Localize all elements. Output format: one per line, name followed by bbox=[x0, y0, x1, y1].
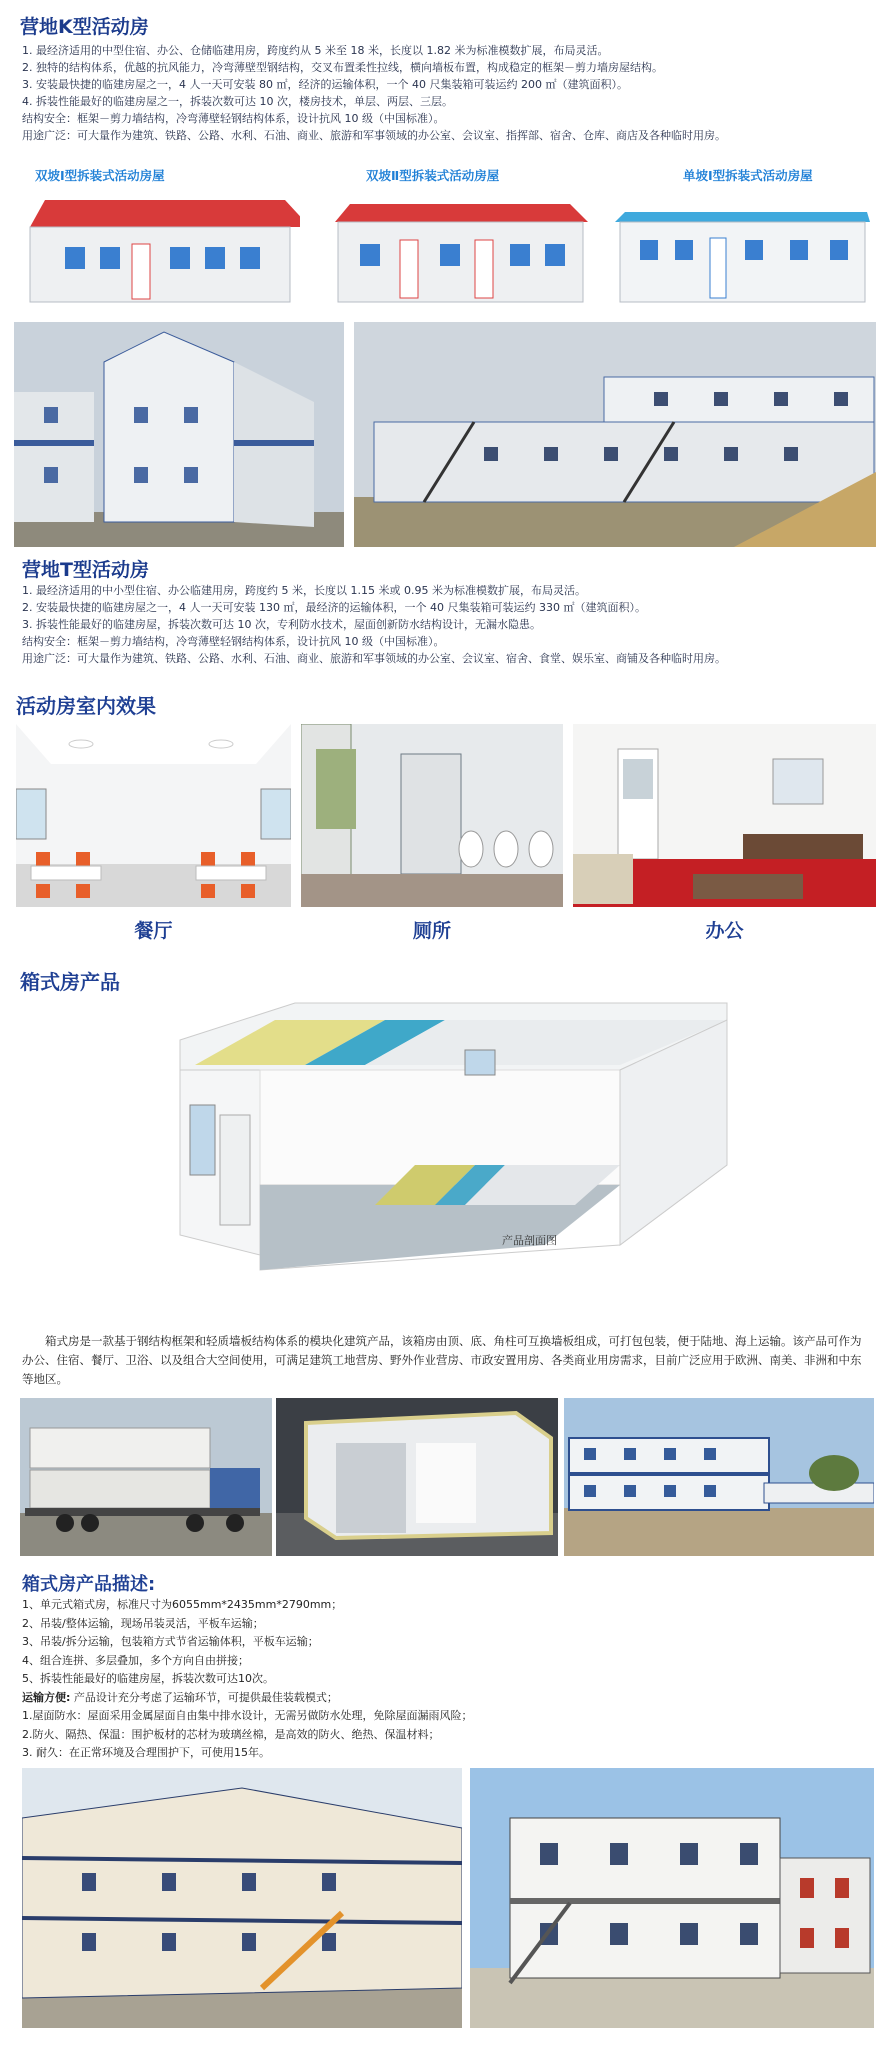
desc-item-3: 3、吊装/拆分运输，包装箱方式节省运输体积，平板车运输； bbox=[22, 1635, 319, 1648]
t-line-1: 1. 最经济适用的中小型住宿、办公临建用房，跨度约 5 米，长度以 1.15 米或 0.95 米为标准模数扩展，布局灵活。 bbox=[22, 584, 586, 597]
stacked-camp-photo-left bbox=[22, 1768, 462, 2028]
diagram-caption: 产品剖面图 bbox=[502, 1234, 557, 1247]
k-caption-1: 双坡Ⅰ型拆装式活动房屋 bbox=[35, 168, 165, 183]
box-section-title: 箱式房产品 bbox=[20, 970, 120, 994]
k-double-slope-2-image bbox=[330, 192, 590, 307]
k-caption-3: 单坡Ⅰ型拆装式活动房屋 bbox=[683, 168, 813, 183]
container-truck-photo bbox=[20, 1398, 272, 1556]
t-section-text bbox=[22, 582, 872, 667]
transport-text: 产品设计充分考虑了运输环节，可提供最佳装载模式； bbox=[73, 1690, 338, 1704]
container-cutaway-diagram bbox=[175, 995, 735, 1305]
k-line-1: 1. 最经济适用的中型住宿、办公、仓储临建用房，跨度约从 5 米至 18 米，长度以 1.82 米为标准模数扩展，布局灵活。 bbox=[22, 44, 609, 57]
caption-dining: 餐厅 bbox=[134, 920, 173, 942]
desc-extra-1: 1.屋面防水：屋面采用金属屋面自由集中排水设计，无需另做防水处理，免除屋面漏雨风险； bbox=[22, 1709, 473, 1722]
restroom-photo bbox=[301, 724, 563, 907]
k-line-4: 4. 拆装性能最好的临建房屋之一，拆装次数可达 10 次，楼房技术，单层、两层、三层。 bbox=[22, 95, 453, 108]
k-line-3: 3. 安装最快捷的临建房屋之一，4 人一天可安装 80 ㎡，经济的运输体积，一个 40 尺集装箱可装运约 200 ㎡（建筑面积）。 bbox=[22, 78, 628, 91]
desc-extra-2: 2.防火、隔热、保温：围护板材的芯材为玻璃丝棉，是高效的防火、绝热、保温材料； bbox=[22, 1727, 440, 1741]
stacked-containers-photo bbox=[564, 1398, 874, 1556]
k-line-5: 结构安全：框架－剪力墙结构，冷弯薄壁轻钢结构体系，设计抗风 10 级（中国标准）。 bbox=[22, 112, 445, 125]
k-section-text bbox=[22, 42, 872, 144]
office-photo bbox=[573, 724, 876, 907]
caption-restroom: 厕所 bbox=[412, 920, 451, 942]
k-double-slope-1-image bbox=[20, 192, 300, 307]
desc-list bbox=[22, 1596, 872, 1763]
desc-extra-3: 3. 耐久：在正常环境及合理围护下，可使用15年。 bbox=[22, 1746, 270, 1759]
desc-item-1: 1、单元式箱式房，标准尺寸为6055mm*2435mm*2790mm； bbox=[22, 1598, 343, 1611]
container-frame-photo bbox=[276, 1398, 558, 1556]
desc-item-4: 4、组合连拼、多层叠加，多个方向自由拼接； bbox=[22, 1653, 249, 1667]
desc-item-2: 2、吊装/整体运输，现场吊装灵活，平板车运输； bbox=[22, 1616, 264, 1630]
t-line-5: 用途广泛：可大量作为建筑、铁路、公路、水利、石油、商业、旅游和军事领域的办公室、会议室、宿舍、食堂、娱乐室、商铺及各种临时用房。 bbox=[22, 652, 726, 665]
caption-office: 办公 bbox=[705, 920, 744, 942]
t-line-4: 结构安全：框架－剪力墙结构，冷弯薄壁轻钢结构体系，设计抗风 10 级（中国标准）。 bbox=[22, 635, 445, 648]
dining-room-photo bbox=[16, 724, 291, 907]
t-line-3: 3. 拆装性能最好的临建房屋，拆装次数可达 10 次，专利防水技术，屋面创新防水结构设计，无漏水隐患。 bbox=[22, 618, 541, 631]
t-line-2: 2. 安装最快捷的临建房屋之一，4 人一天可安装 130 ㎡，最经济的运输体积，一个 40 尺集装箱可装运约 330 ㎡（建筑面积）。 bbox=[22, 601, 646, 614]
stacked-camp-photo-right bbox=[470, 1768, 874, 2028]
transport-label: 运输方便: bbox=[22, 1690, 71, 1704]
desc-transport bbox=[22, 1689, 872, 1708]
t-section-title: 营地T型活动房 bbox=[22, 559, 149, 581]
desc-section-title: 箱式房产品描述: bbox=[22, 1574, 156, 1595]
k-caption-2: 双坡Ⅱ型拆装式活动房屋 bbox=[366, 168, 500, 183]
desc-item-5: 5、拆装性能最好的临建房屋，拆装次数可达10次。 bbox=[22, 1672, 274, 1685]
k-campsite-photo bbox=[354, 322, 876, 547]
k-two-story-photo bbox=[14, 322, 344, 547]
k-section-title: 营地K型活动房 bbox=[20, 16, 149, 38]
box-intro-paragraph: 箱式房是一款基于钢结构框架和轻质墙板结构体系的模块化建筑产品，该箱房由顶、底、角柱可互换墙板组成，可打包包装，便于陆地、海上运输。该产品可作为办公、住宿、餐厅、卫浴、以及组合大空间使用，可满足建筑工地营房、野外作业营房、市政安置用房、各类商业用房需求，目前广泛应用于欧洲、南美、非洲和中东等地区。 bbox=[22, 1334, 862, 1386]
k-line-2: 2. 独特的结构体系，优越的抗风能力，冷弯薄壁型钢结构，交叉布置柔性拉线，横向墙板布置，构成稳定的框架－剪力墙房屋结构。 bbox=[22, 61, 663, 74]
k-single-slope-image bbox=[615, 210, 870, 307]
interior-section-title: 活动房室内效果 bbox=[16, 694, 156, 718]
k-line-6: 用途广泛：可大量作为建筑、铁路、公路、水利、石油、商业、旅游和军事领域的办公室、会议室、指挥部、宿舍、仓库、商店及各种临时用房。 bbox=[22, 129, 726, 142]
